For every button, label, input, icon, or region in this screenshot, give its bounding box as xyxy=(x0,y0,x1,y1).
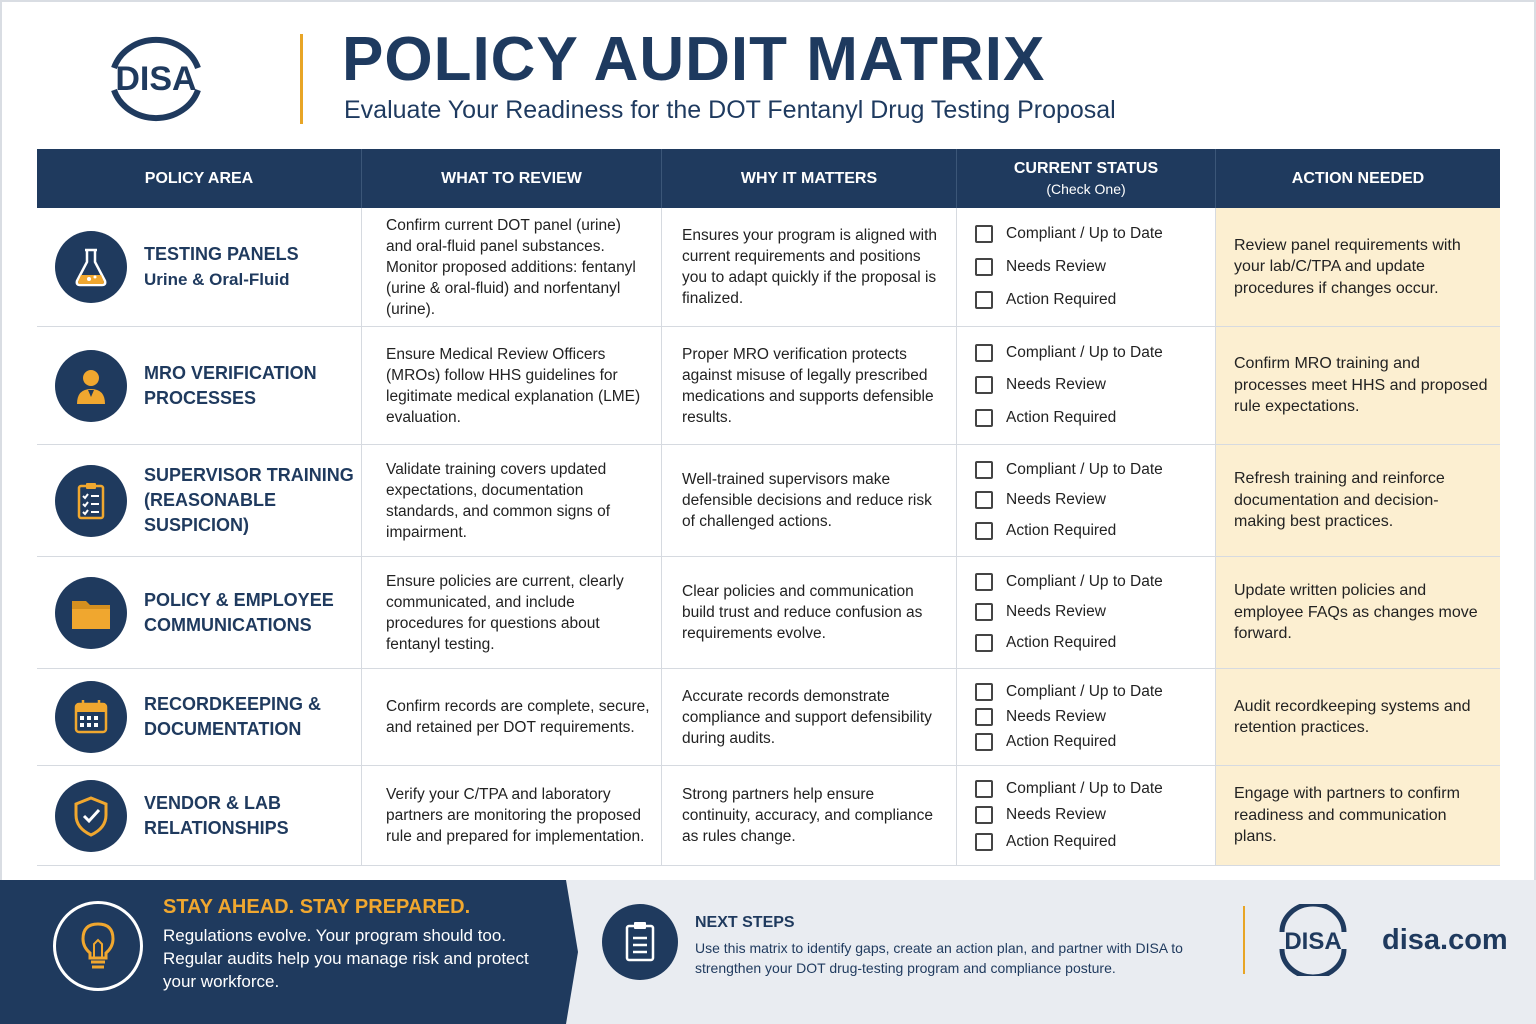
status-option-action-required[interactable]: Action Required xyxy=(975,409,1163,427)
page-subtitle: Evaluate Your Readiness for the DOT Fentanyl Drug Testing Proposal xyxy=(344,96,1116,124)
lightbulb-icon xyxy=(53,901,143,991)
table-header xyxy=(37,149,1500,208)
status-options xyxy=(975,327,1163,444)
col-header-policy-area: POLICY AREA xyxy=(37,149,362,208)
status-option-compliant[interactable]: Compliant / Up to Date xyxy=(975,344,1163,362)
col-header-current-status: CURRENT STATUS (Check One) xyxy=(957,149,1216,208)
policy-area-title: SUPERVISOR TRAINING (REASONABLE SUSPICION) xyxy=(144,465,354,535)
why-it-matters-text: Well-trained supervisors make defensible decisions and reduce risk of challenged actions. xyxy=(682,471,932,530)
what-to-review-text: Confirm current DOT panel (urine) and oral-fluid panel substances. Monitor proposed additions: fentanyl (urine & oral-fluid) and norfentanyl (urine). xyxy=(386,216,636,318)
action-needed-text: Update written policies and employee FAQs as changes move forward. xyxy=(1234,582,1478,643)
action-needed-text: Confirm MRO training and processes meet HHS and proposed rule expectations. xyxy=(1234,355,1488,416)
action-needed-text: Audit recordkeeping systems and retention practices. xyxy=(1234,697,1471,736)
policy-area-cell xyxy=(37,445,362,556)
status-option-needs-review[interactable]: Needs Review xyxy=(975,708,1163,726)
svg-text:DISA: DISA xyxy=(1284,928,1342,955)
checkbox[interactable] xyxy=(975,225,993,243)
status-option-action-required[interactable]: Action Required xyxy=(975,833,1163,851)
checkbox[interactable] xyxy=(975,733,993,751)
status-option-compliant[interactable]: Compliant / Up to Date xyxy=(975,780,1163,798)
col-header-why-it-matters: WHY IT MATTERS xyxy=(662,149,957,208)
why-it-matters-text: Ensures your program is aligned with current requirements and positions you to adapt quickly if the proposal is finalized. xyxy=(682,227,938,307)
checkbox[interactable] xyxy=(975,634,993,652)
policy-area-title: POLICY & EMPLOYEE COMMUNICATIONS xyxy=(144,589,334,635)
what-to-review-text: Ensure policies are current, clearly communicated, and include procedures for questions about fentanyl testing. xyxy=(386,572,624,653)
website-link[interactable]: disa.com xyxy=(1382,924,1508,956)
checkbox[interactable] xyxy=(975,683,993,701)
col-header-action-needed: ACTION NEEDED xyxy=(1291,169,1425,187)
stay-ahead-text: Regulations evolve. Your program should too. Regular audits help you manage risk and protect your workforce. xyxy=(163,926,529,991)
status-option-compliant[interactable]: Compliant / Up to Date xyxy=(975,683,1163,701)
header-divider xyxy=(300,34,303,124)
next-steps-title: NEXT STEPS xyxy=(695,914,795,931)
checkbox[interactable] xyxy=(975,376,993,394)
page-title: POLICY AUDIT MATRIX xyxy=(342,25,1046,94)
next-steps-text: Use this matrix to identify gaps, create an action plan, and partner with DISA to strengthen your DOT drug-testing program and compliance posture. xyxy=(695,940,1183,976)
checkbox[interactable] xyxy=(975,344,993,362)
why-it-matters-text: Accurate records demonstrate compliance and support defensibility during audits. xyxy=(682,687,932,747)
status-options xyxy=(975,557,1163,668)
status-options xyxy=(975,445,1163,556)
folder-icon xyxy=(55,577,127,649)
action-needed-text: Review panel requirements with your lab/C/TPA and update procedures if changes occur. xyxy=(1234,236,1461,297)
what-to-review-text: Confirm records are complete, secure, and retained per DOT requirements. xyxy=(386,698,650,736)
policy-area-cell xyxy=(37,557,362,668)
what-to-review-text: Verify your C/TPA and laboratory partners are monitoring the proposed rule and prepared for implementation. xyxy=(386,786,645,845)
clipboard-checklist-icon xyxy=(55,465,127,537)
policy-area-title: VENDOR & LAB RELATIONSHIPS xyxy=(144,792,289,838)
disa-logo xyxy=(1270,904,1356,976)
checkbox[interactable] xyxy=(975,806,993,824)
policy-area-cell xyxy=(37,208,362,326)
policy-area-cell xyxy=(37,766,362,865)
col-header-what-to-review: WHAT TO REVIEW xyxy=(362,149,662,208)
status-option-action-required[interactable]: Action Required xyxy=(975,634,1163,652)
checkbox[interactable] xyxy=(975,833,993,851)
action-needed-text: Refresh training and reinforce documentation and decision-making best practices. xyxy=(1234,470,1445,531)
calendar-icon xyxy=(55,681,127,753)
audit-matrix-table xyxy=(37,149,1500,866)
status-option-action-required[interactable]: Action Required xyxy=(975,291,1163,309)
checkbox[interactable] xyxy=(975,291,993,309)
policy-area-title: TESTING PANELS xyxy=(144,244,299,264)
checkbox[interactable] xyxy=(975,573,993,591)
table-row xyxy=(37,327,1500,445)
disa-logo xyxy=(96,28,216,128)
status-option-needs-review[interactable]: Needs Review xyxy=(975,376,1163,394)
table-row xyxy=(37,766,1500,866)
status-option-compliant[interactable]: Compliant / Up to Date xyxy=(975,461,1163,479)
checkbox[interactable] xyxy=(975,708,993,726)
what-to-review-text: Validate training covers updated expectations, documentation standards, and common signs of impairment. xyxy=(386,460,611,541)
why-it-matters-text: Proper MRO verification protects against misuse of legally prescribed medications and supports defensible results. xyxy=(682,345,934,426)
stay-ahead-title: STAY AHEAD. STAY PREPARED. xyxy=(163,896,471,918)
footer-divider xyxy=(1243,906,1245,974)
action-needed-text: Engage with partners to confirm readiness and communication plans. xyxy=(1234,785,1460,846)
status-option-needs-review[interactable]: Needs Review xyxy=(975,258,1163,276)
clipboard-icon xyxy=(602,904,678,980)
status-option-needs-review[interactable]: Needs Review xyxy=(975,603,1163,621)
checkbox[interactable] xyxy=(975,258,993,276)
status-options xyxy=(975,766,1163,865)
checkbox[interactable] xyxy=(975,461,993,479)
status-option-needs-review[interactable]: Needs Review xyxy=(975,806,1163,824)
person-icon xyxy=(55,350,127,422)
table-row xyxy=(37,445,1500,557)
policy-area-title: RECORDKEEPING & DOCUMENTATION xyxy=(144,694,322,739)
status-option-action-required[interactable]: Action Required xyxy=(975,733,1163,751)
status-option-compliant[interactable]: Compliant / Up to Date xyxy=(975,573,1163,591)
footer xyxy=(0,880,1536,1024)
checkbox[interactable] xyxy=(975,603,993,621)
policy-area-title: MRO VERIFICATION PROCESSES xyxy=(144,362,317,408)
checkbox[interactable] xyxy=(975,409,993,427)
why-it-matters-text: Strong partners help ensure continuity, accuracy, and compliance as rules change. xyxy=(682,786,933,845)
what-to-review-text: Ensure Medical Review Officers (MROs) follow HHS guidelines for legitimate medical explanation (LME) evaluation. xyxy=(386,345,641,426)
status-option-compliant[interactable]: Compliant / Up to Date xyxy=(975,225,1163,243)
checkbox[interactable] xyxy=(975,522,993,540)
table-row xyxy=(37,208,1500,327)
flask-icon xyxy=(55,231,127,303)
table-row xyxy=(37,669,1500,766)
header xyxy=(0,0,1536,148)
checkbox[interactable] xyxy=(975,780,993,798)
policy-area-cell xyxy=(37,669,362,765)
status-option-action-required[interactable]: Action Required xyxy=(975,522,1163,540)
status-options xyxy=(975,669,1163,765)
shield-check-icon xyxy=(55,780,127,852)
policy-area-cell xyxy=(37,327,362,444)
checkbox[interactable] xyxy=(975,491,993,509)
status-options xyxy=(975,208,1163,326)
why-it-matters-text: Clear policies and communication build trust and reduce confusion as requirements evolve. xyxy=(682,583,923,642)
policy-area-subtitle: Urine & Oral-Fluid xyxy=(144,270,290,289)
table-row xyxy=(37,557,1500,669)
svg-text:DISA: DISA xyxy=(115,60,197,98)
status-option-needs-review[interactable]: Needs Review xyxy=(975,491,1163,509)
